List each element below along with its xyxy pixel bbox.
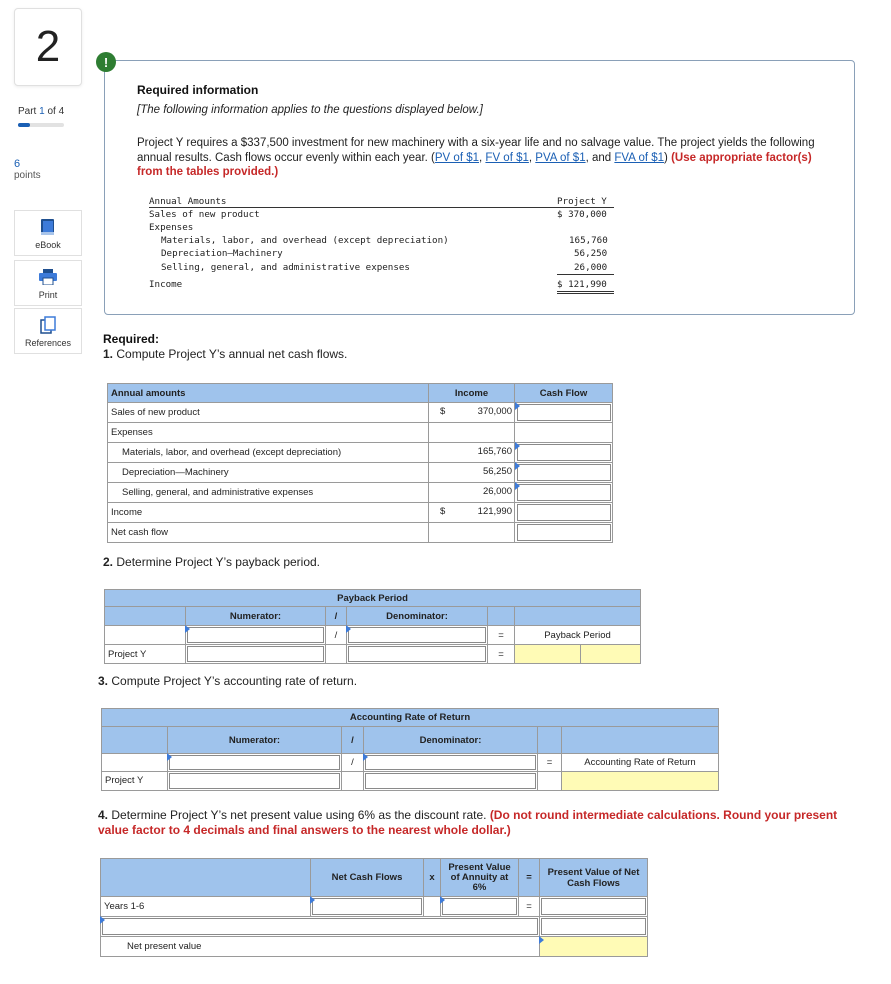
t4-hdr-times: x: [423, 858, 441, 897]
q3-num: 3.: [98, 674, 109, 688]
t1-row-label: [107, 442, 429, 463]
t1-label-5: Income: [111, 507, 143, 518]
given-head-rule: [149, 207, 614, 208]
q4-body: Determine Project Y’s net present value using 6% as the discount rate.: [111, 808, 487, 822]
t4-row-eq: =: [518, 896, 540, 917]
t3-row-label: Project Y: [101, 771, 168, 791]
link-fva[interactable]: FVA of $1: [614, 151, 665, 164]
t1-label-4: Selling, general, and administrative expenses: [122, 487, 314, 498]
link-fv[interactable]: FV of $1: [485, 151, 529, 164]
given-value-0: $ 370,000: [557, 209, 607, 220]
given-label-4: Selling, general, and administrative expenses: [161, 262, 410, 273]
t4-npv-label: Net present value: [100, 936, 540, 957]
t2-row1-slash: /: [325, 625, 347, 645]
given-label-5: Income: [149, 279, 183, 290]
t2-denominator-value-input[interactable]: [348, 646, 486, 662]
q2-text: [103, 555, 320, 569]
flag-icon: [440, 896, 445, 904]
q3-text: [98, 674, 357, 688]
t4-npv-input[interactable]: [539, 936, 648, 957]
given-head-right: Project Y: [557, 196, 607, 207]
print-label: Print: [38, 289, 58, 300]
t3-hdr-slash: /: [341, 726, 364, 754]
t1-row-label: [107, 402, 429, 423]
info-subtitle: [The following information applies to the questions displayed below.]: [137, 104, 483, 116]
t3-row1-blank: [101, 753, 168, 772]
t1-label-0: Sales of new product: [111, 407, 200, 418]
ebook-label: eBook: [35, 239, 61, 250]
t4-hdr-pv: [539, 858, 648, 897]
t1-row-label: [107, 462, 429, 483]
and-text: , and: [585, 151, 612, 164]
part-prefix: Part: [18, 106, 37, 117]
t1-income-cell: [428, 522, 515, 543]
given-label-0: Sales of new product: [149, 209, 260, 220]
t1-label-2: Materials, labor, and overhead (except depreciation): [122, 447, 342, 458]
t2-row2-slash: [325, 644, 347, 664]
t1-cash-input-materials[interactable]: [517, 444, 611, 461]
printer-icon: [39, 267, 57, 287]
t2-hdr-denominator: Denominator:: [346, 606, 488, 626]
required-heading: Required:: [103, 332, 160, 346]
t2-result-input[interactable]: [514, 644, 581, 664]
t1-income-cell: [428, 422, 515, 443]
t1-row-label: [107, 422, 429, 443]
q2-body: Determine Project Y’s payback period.: [116, 555, 321, 569]
t4-hdr-blank: [100, 858, 311, 897]
required-information-box: [104, 60, 855, 315]
t3-numerator-label-input[interactable]: [169, 755, 340, 770]
t4-blank-pv-input[interactable]: [541, 918, 646, 935]
t3-numerator-value-input[interactable]: [169, 773, 340, 789]
question-number-text: 2: [35, 22, 61, 71]
t1-income-5: 121,990: [477, 506, 512, 517]
t3-hdr-blank: [101, 726, 168, 754]
t1-income-0: 370,000: [477, 406, 512, 417]
t2-hdr-slash: /: [325, 606, 347, 626]
q4-instruction: (Do not round intermediate calculations. Round your present value factor to 4 decimals and final answers to the nearest whole dollar.): [98, 808, 838, 837]
t4-factor-input[interactable]: [442, 898, 517, 915]
t1-cash-input-income[interactable]: [517, 504, 611, 521]
flag-icon: [363, 753, 368, 761]
given-value-2: 165,760: [569, 235, 608, 246]
flag-icon: [515, 402, 520, 410]
t2-hdr-blank: [104, 606, 186, 626]
references-icon: [40, 315, 56, 335]
paren-close: ): [664, 151, 668, 164]
t1-row-label: [107, 522, 429, 543]
q1-body: Compute Project Y’s annual net cash flows.: [116, 347, 348, 361]
ebook-button[interactable]: [14, 210, 82, 256]
t4-hdr-factor-l3: 6%: [472, 881, 487, 893]
t4-hdr-pv-l1: Present Value of Net: [547, 866, 640, 878]
t3-hdr-result: [561, 726, 719, 754]
t1-cash-input-sales[interactable]: [517, 404, 611, 421]
flag-icon: [167, 753, 172, 761]
intro-instruction: (Use appropriate factor(s) from the tables provided.): [137, 151, 812, 178]
t2-numerator-label-input[interactable]: [187, 627, 324, 643]
info-intro: [137, 136, 837, 180]
t2-hdr-result: [514, 606, 641, 626]
given-value-3: 56,250: [574, 248, 608, 259]
given-total-rule-2: [557, 293, 614, 294]
t3-row1-eq: =: [537, 753, 562, 772]
comma-1: ,: [479, 151, 483, 164]
t4-hdr-pv-l2: Cash Flows: [567, 877, 620, 889]
t1-label-6: Net cash flow: [111, 527, 169, 538]
given-label-3: Depreciation—Machinery: [161, 248, 283, 259]
t4-hdr-factor: [440, 858, 519, 897]
t1-income-3: 56,250: [482, 466, 512, 477]
part-of: of 4: [47, 106, 65, 117]
t4-pv-input[interactable]: [541, 898, 646, 915]
t1-income-2: 165,760: [477, 446, 512, 457]
q4-num: 4.: [98, 808, 109, 822]
points: [14, 158, 41, 182]
t1-header-cash: Cash Flow: [514, 383, 613, 403]
t3-title: Accounting Rate of Return: [101, 708, 719, 727]
given-total-rule-1: [557, 291, 614, 292]
t2-numerator-value-input[interactable]: [187, 646, 324, 662]
t1-cash-input-depreciation[interactable]: [517, 464, 611, 481]
paren-open: (: [431, 151, 435, 164]
t4-hdr-eq: =: [518, 858, 540, 897]
given-label-2: Materials, labor, and overhead (except depreciation): [161, 235, 449, 246]
t3-row2-slash: [341, 771, 364, 791]
given-value-5: $ 121,990: [557, 279, 607, 290]
t3-row2-eq: [537, 771, 562, 791]
comma-2: ,: [528, 151, 533, 164]
q4-text: [98, 808, 838, 838]
references-button[interactable]: [14, 308, 82, 354]
q1-num: 1.: [103, 347, 114, 361]
t2-row1-eq: =: [487, 625, 515, 645]
given-subtotal-rule: [557, 274, 614, 275]
t1-label-1: Expenses: [111, 427, 153, 438]
t4-hdr-cash: Net Cash Flows: [310, 858, 424, 897]
t4-hdr-factor-l1: Present Value: [448, 861, 511, 873]
points-label: points: [14, 170, 41, 181]
t2-row-label: Project Y: [104, 644, 186, 664]
t4-hdr-factor-l2: of Annuity at: [450, 871, 509, 883]
given-head-left: Annual Amounts: [149, 196, 227, 207]
intro-text: Project Y requires a $337,500 investment for new machinery with a six-year life and no salvage value. The project yields the following annual results. Cash flows occur evenly within each year.: [137, 137, 815, 164]
given-label-1: Expenses: [149, 222, 194, 233]
part-indicator: [18, 106, 64, 117]
t2-denominator-label-input[interactable]: [348, 627, 486, 643]
t2-title: Payback Period: [104, 589, 641, 607]
t1-cash-input-selling[interactable]: [517, 484, 611, 501]
t2-result-unit[interactable]: [580, 644, 641, 664]
alert-icon-glyph: !: [103, 54, 109, 70]
t1-header-label: Annual amounts: [107, 383, 429, 403]
print-button[interactable]: [14, 260, 82, 306]
part-progress-fill: [18, 123, 30, 127]
t3-hdr-eq: [537, 726, 562, 754]
flag-icon: [539, 936, 544, 944]
flag-icon: [515, 482, 520, 490]
part-progress-bar: [18, 123, 64, 127]
t1-income-4: 26,000: [482, 486, 512, 497]
flag-icon: [185, 625, 190, 633]
book-icon: [40, 217, 56, 237]
link-pv[interactable]: PV of $1: [434, 151, 480, 164]
t1-label-3: Depreciation—Machinery: [122, 467, 229, 478]
t2-row1-blank: [104, 625, 186, 645]
t3-result-label: Accounting Rate of Return: [561, 753, 719, 772]
t3-result-input[interactable]: [561, 771, 719, 791]
t2-hdr-numerator: Numerator:: [185, 606, 326, 626]
t3-hdr-denominator: Denominator:: [363, 726, 538, 754]
t1-dollar-5: $: [440, 506, 446, 517]
t1-row-label: [107, 502, 429, 523]
info-title: Required information: [137, 83, 259, 97]
t2-row2-eq: =: [487, 644, 515, 664]
t1-cash-input-net[interactable]: [517, 524, 611, 541]
t3-denominator-label-input[interactable]: [365, 755, 536, 770]
references-label: References: [24, 337, 72, 348]
t1-cash-cell: [514, 422, 613, 443]
t1-row-label: [107, 482, 429, 503]
t4-cash-input[interactable]: [312, 898, 422, 915]
t3-row1-slash: /: [341, 753, 364, 772]
t1-dollar-0: $: [440, 406, 446, 417]
q2-num: 2.: [103, 555, 114, 569]
link-pva[interactable]: PVA of $1: [535, 151, 586, 164]
question-number: [14, 8, 82, 86]
flag-icon: [346, 625, 351, 633]
alert-icon: [96, 52, 116, 72]
flag-icon: [515, 442, 520, 450]
t2-result-label: Payback Period: [514, 625, 641, 645]
q1-text: [103, 347, 347, 361]
flag-icon: [310, 896, 315, 904]
t3-denominator-value-input[interactable]: [365, 773, 536, 789]
t3-hdr-numerator: Numerator:: [167, 726, 342, 754]
t1-header-income: Income: [428, 383, 515, 403]
t4-blank-input[interactable]: [102, 918, 538, 935]
flag-icon: [515, 462, 520, 470]
q3-body: Compute Project Y’s accounting rate of return.: [111, 674, 358, 688]
t2-hdr-eq: [487, 606, 515, 626]
given-value-4: 26,000: [574, 262, 608, 273]
points-value: 6: [14, 158, 21, 170]
part-number: 1: [39, 106, 45, 117]
t4-row-label: Years 1-6: [100, 896, 311, 917]
flag-icon: [100, 916, 105, 924]
t4-times-cell: [423, 896, 441, 917]
